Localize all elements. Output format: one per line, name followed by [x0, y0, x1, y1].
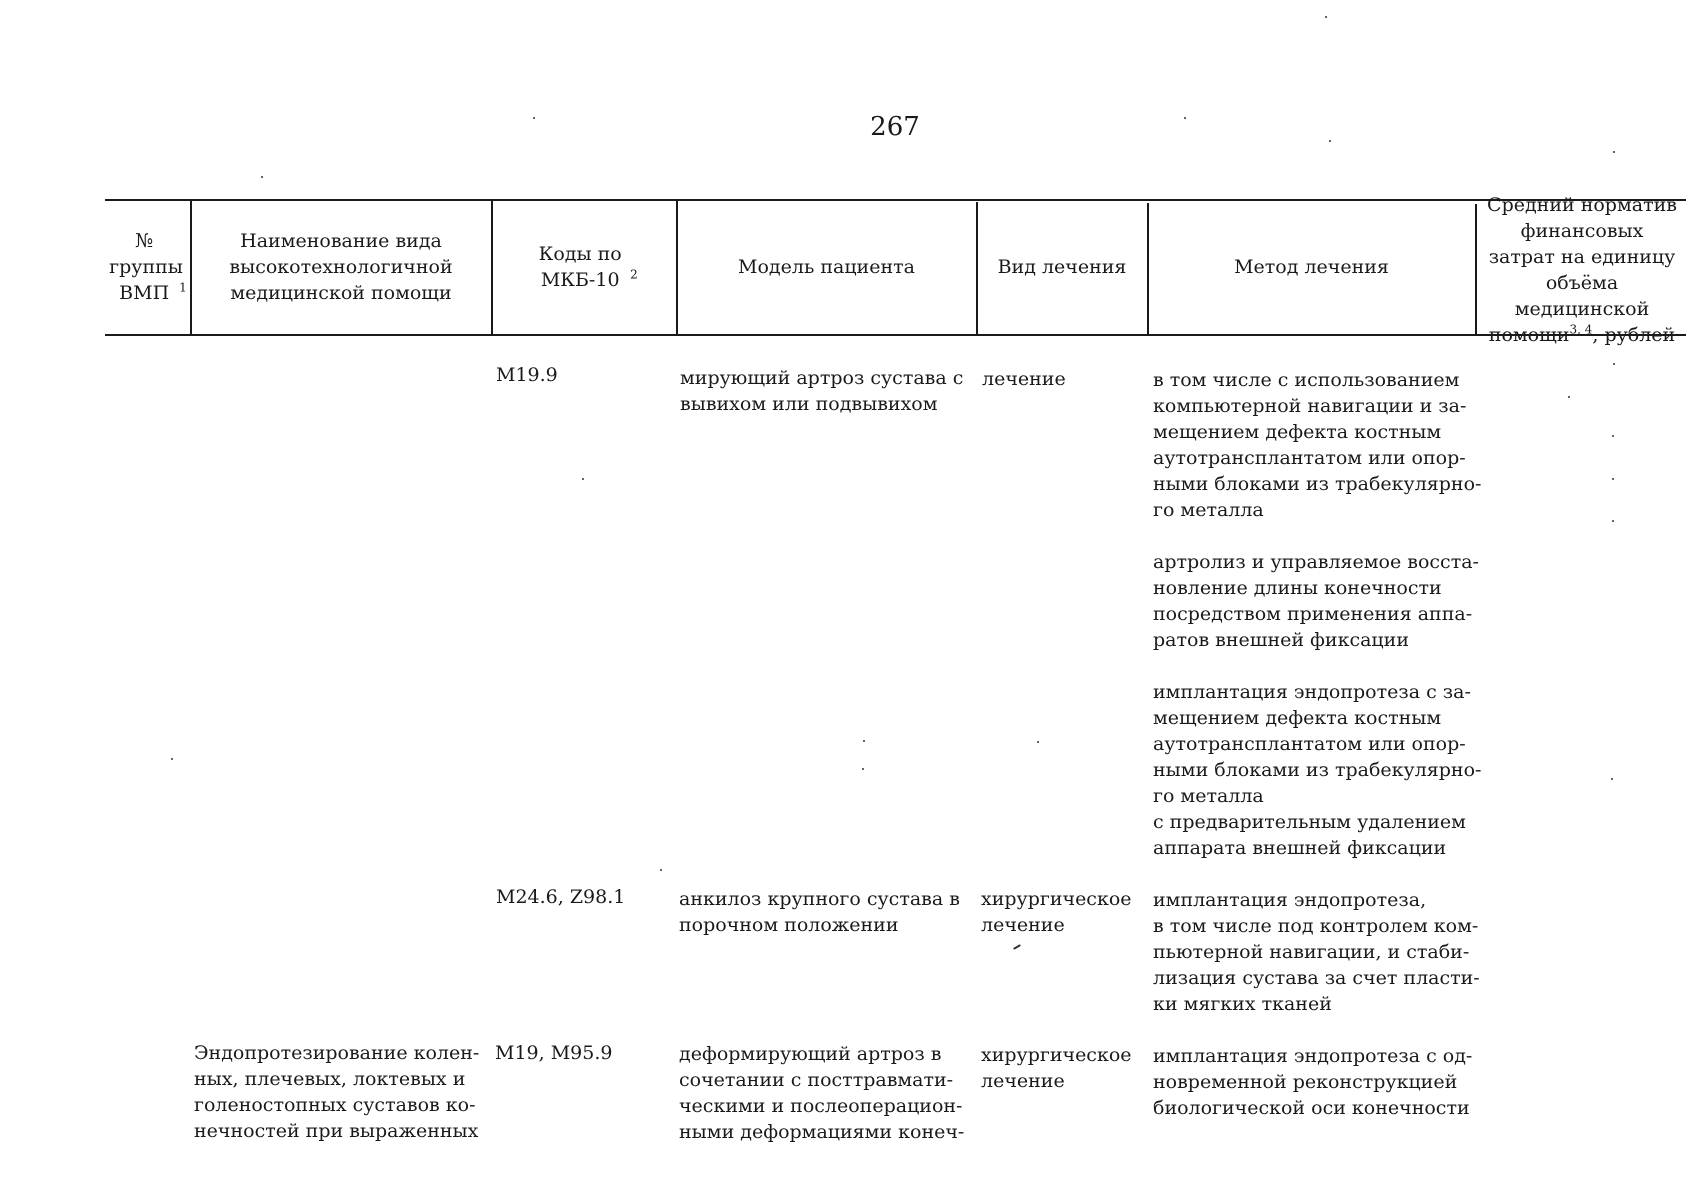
table-cell-method: имплантация эндопротеза с за- мещением дефекта костным аутотрансплантатом или опор- ными блоками из трабекулярно- го металла с предварительным удалением аппарата внешней фиксации	[1153, 681, 1482, 859]
header-divider	[976, 202, 978, 336]
scan-speck	[533, 117, 535, 119]
scan-speck	[1612, 478, 1614, 480]
header-patient-model: Модель пациента	[738, 256, 915, 278]
table-cell-model: анкилоз крупного сустава в порочном положении	[679, 888, 960, 936]
scan-speck	[1184, 117, 1186, 119]
scan-speck	[1612, 435, 1614, 437]
header-top-rule	[105, 199, 1686, 201]
scan-speck	[1037, 741, 1039, 743]
table-cell-method: имплантация эндопротеза с од- новременной реконструкцией биологической оси конечности	[1153, 1045, 1473, 1119]
page-number: 267	[870, 112, 920, 142]
table-cell-codes: M19, M95.9	[495, 1042, 613, 1064]
table-cell-care-name: Эндопротезирование колен- ных, плечевых, локтевых и голеностопных суставов ко- нечностей при выраженных	[194, 1042, 480, 1142]
scan-speck	[1568, 396, 1570, 398]
scan-speck	[1611, 778, 1613, 780]
table-header	[0, 0, 1696, 345]
table-cell-codes: M24.6, Z98.1	[496, 886, 626, 908]
header-group-number: № группы ВМП $^1$	[109, 230, 187, 304]
header-icd-codes: Коды по МКБ-10 $^2$	[538, 243, 638, 291]
header-divider	[1475, 204, 1477, 336]
header-divider	[190, 199, 192, 336]
scan-speck	[660, 869, 662, 871]
table-cell-method: в том числе с использованием компьютерной навигации и за- мещением дефекта костным аутотрансплантатом или опор- ными блоками из трабекулярно- го металла	[1153, 369, 1482, 521]
header-bottom-rule	[105, 334, 1686, 336]
header-divider	[491, 200, 493, 336]
table-cell-type: лечение	[982, 368, 1066, 390]
scan-speck	[1612, 520, 1614, 522]
header-average-cost: Средний норматив финансовых затрат на единицу объёма медицинской помощи$^{3, 4}$, рублей	[1487, 194, 1677, 346]
table-cell-model: мирующий артроз сустава с вывихом или подвывихом	[680, 367, 964, 415]
scan-speck	[171, 758, 173, 760]
table-cell-model: деформирующий артроз в сочетании с посттравмати- ческими и послеоперацион- ными деформациями конеч-	[679, 1043, 965, 1143]
header-care-name: Наименование вида высокотехнологичной медицинской помощи	[229, 230, 453, 304]
header-divider	[1147, 203, 1149, 336]
table-cell-method: имплантация эндопротеза, в том числе под контролем ком- пьютерной навигации, и стаби- лизация сустава за счет пласти- ки мягких тканей	[1153, 889, 1480, 1015]
header-treatment-method: Метод лечения	[1234, 256, 1389, 278]
table-cell-type: хирургическое лечение	[981, 888, 1132, 936]
scan-speck	[582, 478, 584, 480]
header-divider	[676, 201, 678, 336]
table-cell-codes: M19.9	[496, 364, 558, 386]
table-cell-type: хирургическое лечение	[981, 1044, 1132, 1092]
scan-speck	[1013, 944, 1021, 950]
scan-speck	[1613, 363, 1615, 365]
header-treatment-type: Вид лечения	[997, 256, 1127, 278]
table-cell-method: артролиз и управляемое восста- новление длины конечности посредством применения аппа- ратов внешней фиксации	[1153, 551, 1479, 651]
scan-speck	[1325, 16, 1327, 18]
scan-speck	[1613, 151, 1615, 153]
scan-speck	[261, 176, 263, 178]
scan-speck	[1329, 140, 1331, 142]
scan-speck	[863, 740, 865, 742]
scan-speck	[862, 768, 864, 770]
